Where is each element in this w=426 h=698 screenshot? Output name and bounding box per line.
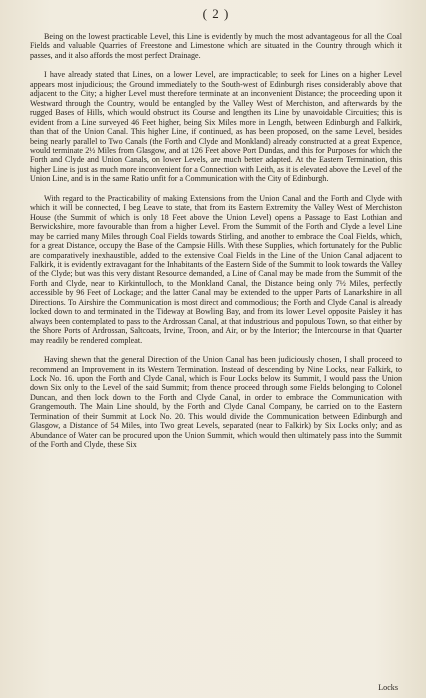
catchword: Locks bbox=[378, 683, 398, 692]
paragraph-3: With regard to the Practicability of making Extensions from the Union Canal and the Forth and Clyde with which it will be connected, I beg Leave to state, that from its Eastern Extremity the Valley West of Merchiston House (the Summit of which is only 18 Feet above the Union Level) opens a Passage to East Lothian and Berwickshire, more favourable than from a higher Level. From the Summit of the Forth and Clyde a level Line may be carried many Miles through Coal Fields towards Stirling, and another to embrace the Coal Fields, which, for a great Distance, occupy the Base of the Campsie Hills. With these Supplies, which fortunately for the Public are comparatively inexhaustible, added to the extensive Coal Fields in the Line of the Union Canal adjacent to Falkirk, it is evidently extravagant for the Inhabitants of the Eastern Side of the Summit to look towards the Valley of the Clyde; but was this very distant Resource demanded, a Line of Canal may be made from the Summit of the Forth and Clyde, near to Kirkintulloch, to the Monkland Canal, the Distance being only 7½ Miles, perfectly accessible by 96 Feet of Lockage; and the latter Canal may be extended to the upper Parts of Lanarkshire in all Directions. To Airshire the Communication is most direct and commodious; the Forth and Clyde Canal is already locked down to and terminated in the Tideway at Bowling Bay, and from its lower Level opposite Paisley it has always been contemplated to pass to the Ardrossan Canal, at that industrious and populous Town, so that either by the Shore Ports of Ardrossan, Saltcoats, Irvine, Troon, and Air, or by the Interior; the Intercourse in that Quarter may readily be rendered compleat. bbox=[30, 193, 402, 345]
page-number: ( 2 ) bbox=[202, 6, 230, 21]
paragraph-4: Having shewn that the general Direction of the Union Canal has been judiciously chosen, I shall proceed to recommend an Improvement in its Western Termination. Instead of descending by Nine Locks, near Falkirk, to Lock No. 16. upon the Forth and Clyde Canal, which is Four Locks below its Summit, I would pass the Union down Six only to the Level of the said Summit; from thence proceed through some Fields belonging to Colonel Duncan, and then lock down to the Forth and Clyde Canal, in order to embrace the Communication with Grangemouth. The Main Line should, by the Forth and Clyde Canal Company, be carried on to the Eastern Termination of their Summit at Lock No. 20. This would divide the Communication between Edinburgh and Glasgow, a Distance of 54 Miles, into Two great Levels, separated (near to Falkirk) by Six Locks only; and as Abundance of Water can be procured upon the Union Summit, which would then ultimately pass into the Summit of the Forth and Clyde, these Six bbox=[30, 355, 402, 450]
paragraph-1: Being on the lowest practicable Level, this Line is evidently by much the most advantageous for all the Coal Fields and valuable Quarries of Freestone and Limestone which are situated in the Country through which it passes, and it also affords the most perfect Drainage. bbox=[30, 32, 402, 60]
paragraph-2: I have already stated that Lines, on a lower Level, are impracticable; to seek for Lines on a higher Level appears most injudicious; the Ground immediately to the South-west of Edinburgh rises considerably above that adjacent to the City; a higher Level must therefore terminate at an inconvenient Distance; the proceeding upon it Westward through the Country, would be entangled by the Valley West of Merchiston, and afterwards by the rugged Bases of Hills, which would obstruct its Course and lengthen its Line by unavoidable Circuities; this is evident from a Line surveyed 46 Feet higher, being Six Miles more in Length, between Edinburgh and Falkirk, than that of the Union Canal. This higher Line, if continued, as has been proposed, on the same Level, besides being nearly parallel to Two Canals (the Forth and Clyde and Monkland) already constructed at a great Expence, would terminate 2½ Miles from Glasgow, and at 126 Feet above Port Dundas, and this for Purposes for which the Forth and Clyde and Union Canals, on lower Levels, are much better adapted. At the Eastern Termination, this higher Line is just as much more inconvenient for a Connection with Leith, as it is elevated above the Level of the Union Line, and is in the same Ratio unfit for a Communication with the City of Edinburgh. bbox=[30, 70, 402, 184]
